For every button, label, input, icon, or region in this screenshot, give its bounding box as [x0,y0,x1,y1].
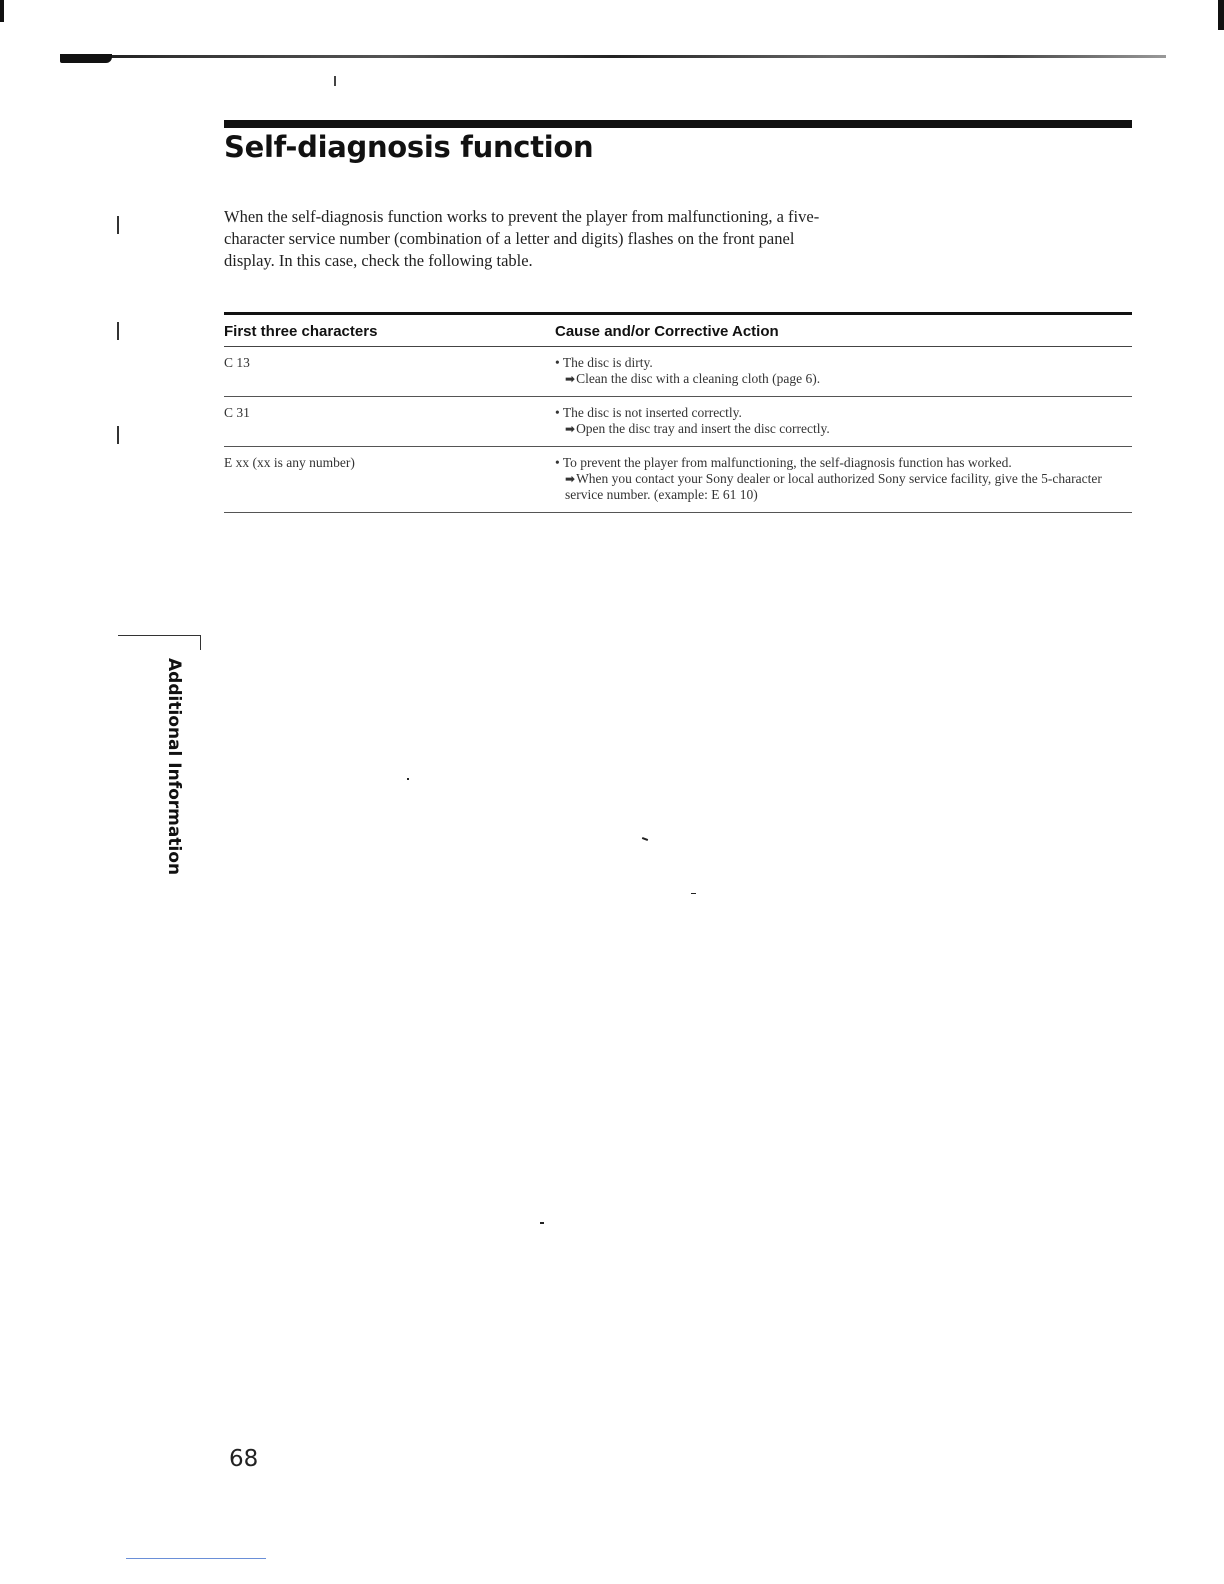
page-number: 68 [229,1446,259,1472]
column-header-cause: Cause and/or Corrective Action [555,314,1132,347]
arrow-right-icon: ➡ [565,472,576,486]
margin-tick [117,426,119,444]
cause-text: • The disc is not inserted correctly. [555,405,742,420]
scan-speck [540,1222,544,1224]
code-cell: C 31 [224,397,555,447]
bottom-rule [126,1558,266,1559]
side-tab-marker [118,635,201,650]
side-tab-label: Additional Information [164,658,184,876]
diagnosis-table [224,312,1132,513]
scan-edge-mark [0,0,4,22]
action-text: Clean the disc with a cleaning cloth (page 6). [576,371,821,386]
action-line [555,471,1132,503]
scan-speck [407,778,409,780]
table-row [224,347,1132,397]
scan-speck [642,837,648,841]
page-title: Self-diagnosis function [224,130,594,164]
scan-speck [334,76,336,86]
heading-bar [224,120,1132,128]
arrow-right-icon: ➡ [565,372,576,386]
code-cell: C 13 [224,347,555,397]
action-line [555,421,1132,437]
top-rule [60,55,1166,58]
margin-tick [117,216,119,234]
top-rule-end [60,54,112,63]
action-line [555,371,1132,387]
code-cell: E xx (xx is any number) [224,447,555,513]
cause-cell [555,447,1132,513]
table-row [224,447,1132,513]
column-header-characters: First three characters [224,314,555,347]
cause-cell [555,347,1132,397]
scan-speck [691,893,696,894]
intro-paragraph: When the self-diagnosis function works to prevent the player from malfunctioning, a five-character service number (combination of a letter and digits) flashes on the front panel display. In this case, check the following table. [224,207,820,270]
arrow-right-icon: ➡ [565,422,576,436]
cause-text: • The disc is dirty. [555,355,653,370]
action-text: When you contact your Sony dealer or local authorized Sony service facility, give the 5-character service number. (example: E 61 10) [565,471,1102,502]
scan-edge-mark [1218,0,1224,30]
cause-text: • To prevent the player from malfunctioning, the self-diagnosis function has worked. [555,455,1012,470]
cause-cell [555,397,1132,447]
table-header-row [224,314,1132,347]
margin-tick [117,322,119,340]
action-text: Open the disc tray and insert the disc correctly. [576,421,830,436]
table-row [224,397,1132,447]
